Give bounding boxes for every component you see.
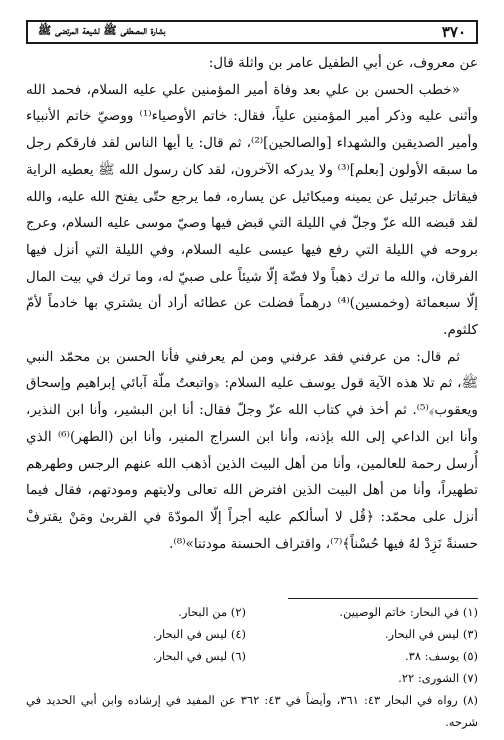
- footnote-5: (٥) يوسف: ٣٨.: [404, 649, 478, 663]
- footnote-1: (١) في البحار: خاتم الوصيين.: [339, 605, 478, 619]
- paragraph-2: «خطب الحسن بن علي بعد وفاة أمير المؤمنين علي عليه السلام، فحمد الله وأثنى عليه وذكر أمير المؤمنين علياً، فقال: خاتم الأوصياء⁽¹⁾ ووصيّ خاتم الأنبياء وأمير الصديقين والشهداء [والصالحين]⁽²⁾، ثم قال: يا أيها الناس لقد فارقكم رجل ما سبقه الأولون [بعلم]⁽³⁾ ولا يدركه الآخرون، لقد كان رسول الله ﷺ يعطيه الراية فيقاتل جبرئيل عن يمينه وميكائيل عن يساره، فما يرجع حتّى يفتح الله عليه، والله لقد قبضه الله عزّ وجلّ في الليلة التي قبض فيها وصيّ موسى عليه السلام، وعرج بروحه في الليلة التي رفع فيها عيسى عليه السلام، وفي الليلة التي أنزل فيها الفرقان، والله ما ترك ذهباً ولا فضّة إلّا شيئاً على صبيّ له، وما ترك في بيت المال إلّا سبعمائة (وخمسين)⁽⁴⁾ درهماً فضلت عن عطائه أراد أن يشتري بها خادماً لأمّ كلثوم.: [26, 81, 479, 339]
- footnote-4: (٤) ليس في البحار.: [152, 627, 246, 641]
- page-number: ٣٧٠: [441, 23, 466, 41]
- footnote-7: (٧) الشورى: ٢٢.: [398, 671, 478, 685]
- running-title: بشارة المصطفى ﷺ لشيعة المرتضى ﷺ: [38, 24, 166, 37]
- footnote-6: (٦) ليس في البحار.: [152, 649, 246, 663]
- footnote-divider: [288, 598, 478, 599]
- footnote-8: (٨) رواه في البحار ٤٣: ٣٦١، وأيضاً في ٤٣: ٣٦٢ عن المفيد في إرشاده وابن أبي الحديد في شرحه.: [26, 693, 479, 729]
- paragraph-1: عن معروف، عن أبي الطفيل عامر بن واثلة قال:: [208, 55, 478, 71]
- footnote-grid: [26, 601, 478, 667]
- main-text: [26, 50, 478, 557]
- paragraph-3: ثم قال: من عرفني فقد عرفني ومن لم يعرفني فأنا الحسن بن محمّد النبي ﷺ، ثم تلا هذه الآية قول يوسف عليه السلام: ﴿واتبعتُ ملّة آبائي إبراهيم وإسحاق ويعقوب﴾⁽⁵⁾. ثم أخذ في كتاب الله عزّ وجلّ فقال: أنا ابن البشير، وأنا ابن النذير، وأنا ابن الداعي إلى الله بإذنه، وأنا ابن السراج المنير، وأنا ابن (الطهر)⁽⁶⁾ الذي أُرسل رحمة للعالمين، وأنا من أهل البيت الذين أذهب الله عنهم الرجس وطهرهم تطهيراً، وأنا من أهل البيت الذين افترض الله تعالى ولايتهم ومودتهم، فقال فيما أنزل على محمّد: ﴿قُل لا أسألكم عليه أجراً إلّا المودّةَ في القربىٰ ومَنْ يقترفْ حسنةً نَزِدْ لهُ فيها حُسْناً﴾⁽⁷⁾، واقتراف الحسنة مودتنا»⁽⁸⁾.: [26, 348, 478, 552]
- page-header: [26, 20, 478, 44]
- footnotes: [26, 598, 478, 733]
- footnote-3: (٣) ليس في البحار.: [384, 627, 478, 641]
- footnote-2: (٢) من البحار.: [178, 605, 246, 619]
